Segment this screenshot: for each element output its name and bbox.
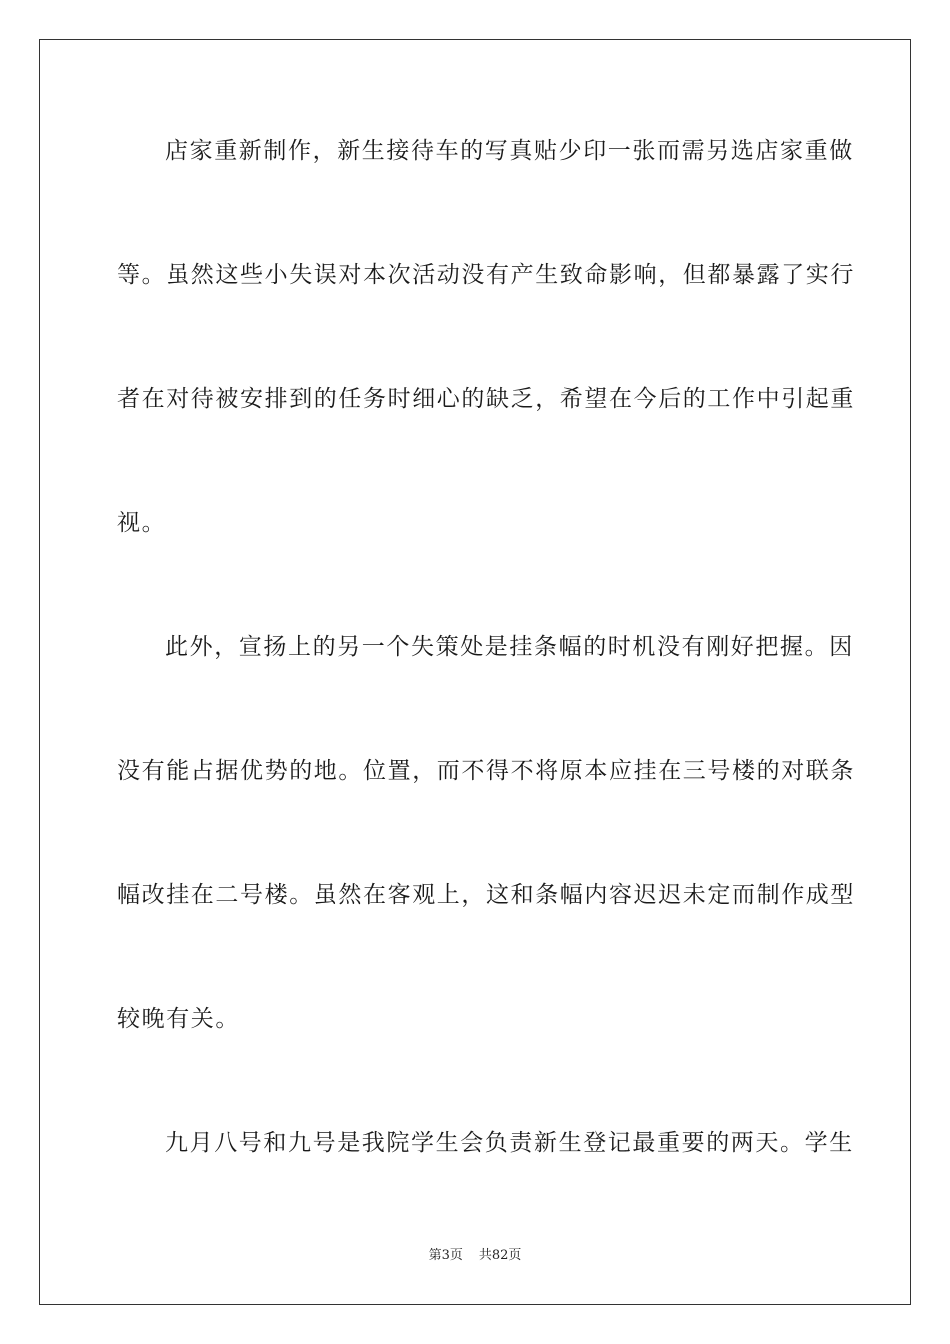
text-line-5: 此外，宣扬上的另一个失策处是挂条幅的时机没有刚好把握。因 <box>165 634 854 660</box>
text-line-1: 店家重新制作，新生接待车的写真贴少印一张而需另选店家重做 <box>165 138 854 164</box>
text-line-2: 等。虽然这些小失误对本次活动没有产生致命影响，但都暴露了实行 <box>117 262 855 288</box>
page-frame <box>39 39 911 1305</box>
text-line-7: 幅改挂在二号楼。虽然在客观上，这和条幅内容迟迟未定而制作成型 <box>117 882 855 908</box>
text-line-6: 没有能占据优势的地。位置，而不得不将原本应挂在三号楼的对联条 <box>117 758 855 784</box>
total-pages: 共82页 <box>478 1248 522 1263</box>
text-line-3: 者在对待被安排到的任务时细心的缺乏，希望在今后的工作中引起重 <box>117 386 855 412</box>
text-line-4: 视。 <box>117 510 167 536</box>
page-number: 第3页 <box>428 1248 463 1263</box>
text-line-9: 九月八号和九号是我院学生会负责新生登记最重要的两天。学生 <box>165 1130 854 1156</box>
text-line-8: 较晚有关。 <box>117 1006 240 1032</box>
page-footer <box>0 1247 950 1265</box>
